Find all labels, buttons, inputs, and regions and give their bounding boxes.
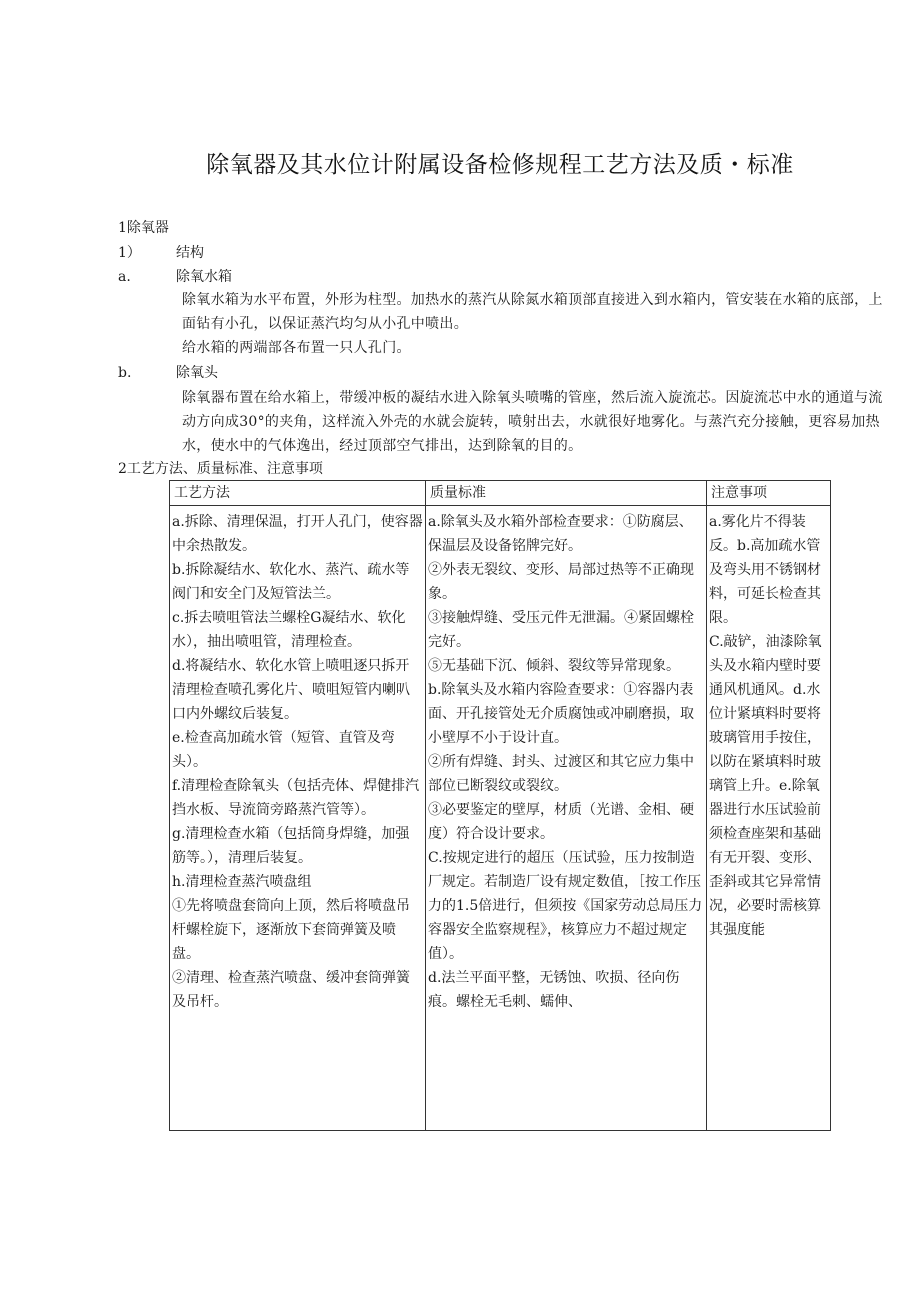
standard-item: ③接触焊缝、受压元件无泄漏。④紧固螺栓完好。 [428, 610, 694, 650]
method-item: a.拆除、清理保温，打开人孔门，使容器中余热散发。 [172, 514, 423, 554]
standard-item: b.除氧头及水箱内容险查要求：①容器内表面、开孔接管处无介质腐蚀或冲刷磨损，取小壁厚不小于设计直。 [428, 682, 694, 746]
standard-item: d.法兰平面平整，无锈蚀、吹损、径向伤痕。螺栓无毛刺、蠕伸、 [428, 970, 680, 1010]
column-header-method: 工艺方法 [170, 481, 426, 506]
paragraph: 除氧器布置在给水箱上，带缓冲板的凝结水进入除氧头喷嘴的管座，然后流入旋流芯。因旋流芯中水的通道与流动方向成30°的夹角，这样流入外壳的水就会旋转，喷射出去，水就很好地雾化。与蒸汽充分接触，更容易加热水，使水中的气体逸出，经过顶部空气排出，达到除氧的目的。 [182, 390, 883, 454]
table-header-row [170, 481, 831, 506]
item-b-description [182, 386, 884, 458]
subsection-label: 结构 [176, 245, 204, 261]
standard-item: ②外表无裂纹、变形、局部过热等不正确现象。 [428, 562, 694, 602]
method-item: f.清理检查除氧头（包括壳体、焊健排汽挡水板、导流筒旁路蒸汽管等）。 [172, 778, 420, 818]
column-header-notes: 注意事项 [707, 481, 831, 506]
standard-item: C.按规定进行的超压（压试验，压力按制造厂规定。若制造厂设有规定数值，［按工作压力的1.5倍进行，但须按《国家劳动总局压力容器安全监察规程》，核算应力不超过规定值）。 [428, 850, 703, 962]
item-a-label: 除氧水箱 [176, 269, 232, 285]
method-item: d.将凝结水、软化水管上喷咀逐只拆开清理检查喷孔雾化片、喷咀短管内喇叭口内外螺纹后装复。 [172, 658, 410, 722]
section-2-heading: 2工艺方法、质量标准、注意事项 [118, 461, 323, 477]
notes-item: C.敲铲，油漆除氧头及水箱内壁时要通风机通风。d.水位计紧填料时要将玻璃管用手按住，以防在紧填料时玻璃管上升。e.除氧器进行水压试验前须检查座架和基础有无开裂、变形、歪斜或其它异常情况，必要时需核算其强度能 [709, 634, 822, 938]
standard-cell [426, 506, 707, 1131]
method-item: e.检查高加疏水管（短管、直管及弯头）。 [172, 730, 395, 770]
method-item: b.拆除凝结水、软化水、蒸汽、疏水等阀门和安全门及短管法兰。 [172, 562, 410, 602]
standard-item: ②所有焊缝、封头、过渡区和其它应力集中部位已断裂纹或裂纹。 [428, 754, 694, 794]
notes-item: a.雾化片不得装反。b.高加疏水管及弯头用不锈钢材料，可延长检查其限。 [709, 514, 821, 626]
subsection-number: 1） [118, 245, 141, 261]
process-standard-table [169, 480, 831, 1131]
paragraph: 除氧水箱为水平布置，外形为柱型。加热水的蒸汽从除氮水箱顶部直接进入到水箱内，管安装在水箱的底部，上面钻有小孔，以保证蒸汽均匀从小孔中喷出。 [182, 292, 883, 332]
section-1-heading: 1除氧器 [118, 220, 169, 236]
method-cell [170, 506, 426, 1131]
method-item: h.清理检查蒸汽喷盘组 [172, 874, 312, 890]
method-item: g.清理检查水箱（包括筒身焊缝，加强筋等。），清理后装复。 [172, 826, 410, 866]
column-header-standard: 质量标准 [426, 481, 707, 506]
notes-cell [707, 506, 831, 1131]
item-b-letter: b. [118, 365, 132, 381]
method-item: ①先将喷盘套筒向上顶，然后将喷盘吊杆螺栓旋下，逐渐放下套筒弹簧及喷盘。 [172, 898, 410, 962]
paragraph: 给水箱的两端部各布置一只人孔门。 [182, 340, 411, 356]
standard-item: a.除氧头及水箱外部检查要求：①防腐层、保温层及设备铭牌完好。 [428, 514, 693, 554]
item-a-letter: a. [118, 269, 131, 285]
table-row [170, 506, 831, 1131]
method-item: ②清理、检查蒸汽喷盘、缓冲套筒弹簧及吊杆。 [172, 970, 410, 1010]
item-a-description [182, 288, 884, 360]
item-b-label: 除氧头 [176, 365, 218, 381]
page-title: 除氧器及其水位计附属设备检修规程工艺方法及质・标准 [206, 152, 794, 178]
standard-item: ⑤无基础下沉、倾斜、裂纹等异常现象。 [428, 658, 680, 674]
method-item: c.拆去喷咀管法兰螺栓G凝结水、软化水），抽出喷咀管，清理检查。 [172, 610, 406, 650]
standard-item: ③必要鉴定的壁厚，材质（光谱、金相、硬度）符合设计要求。 [428, 802, 694, 842]
